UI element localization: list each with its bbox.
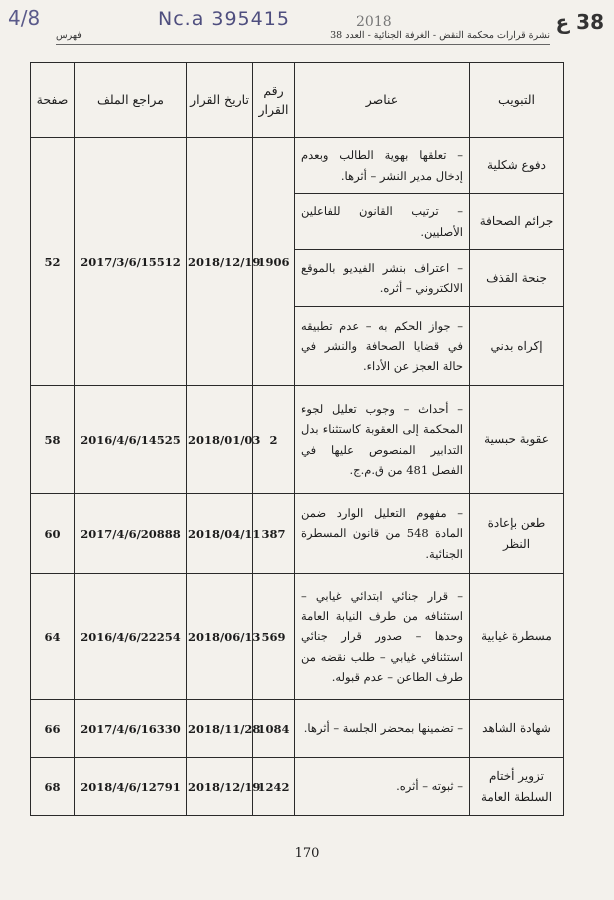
- decision-date-cell: 2018/06/13: [187, 574, 253, 700]
- file-ref-cell: 2017/4/6/20888: [75, 494, 187, 574]
- table-row: [31, 758, 564, 816]
- handwritten-issue-mark: 38 ع: [555, 10, 604, 34]
- decision-date-cell: 2018/11/28: [187, 700, 253, 758]
- decision-date-cell: 2018/01/03: [187, 386, 253, 494]
- journal-title: نشرة قرارات محكمة النقض - الغرفة الجنائية - العدد 38: [330, 30, 550, 41]
- elements-cell: – تعلقها بهوية الطالب وبعدم إدخال مدير النشر – أثرها.: [295, 138, 470, 194]
- decision-number-cell: 1906: [253, 138, 295, 386]
- decision-number-cell: 1242: [253, 758, 295, 816]
- handwritten-page-note: 4/8: [8, 6, 41, 30]
- elements-cell: – تضمينها بمحضر الجلسة – أثرها.: [295, 700, 470, 758]
- elements-cell: – جواز الحكم به – عدم تطبيقه في قضايا الصحافة والنشر في حالة العجز عن الأداء.: [295, 307, 470, 386]
- category-cell: مسطرة غيابية: [470, 574, 564, 700]
- page-cell: 58: [31, 386, 75, 494]
- file-ref-cell: 2017/4/6/16330: [75, 700, 187, 758]
- header-file-ref: مراجع الملف: [75, 63, 187, 138]
- handwritten-reference-number: Nc.a 395415: [158, 8, 290, 30]
- header-rule: [56, 44, 550, 45]
- decision-date-cell: 2018/04/11: [187, 494, 253, 574]
- table-row: [31, 494, 564, 574]
- section-label: فهرس: [56, 30, 82, 41]
- index-table: [30, 62, 564, 816]
- category-cell: جنحة القذف: [470, 250, 564, 307]
- running-header: [56, 30, 550, 41]
- elements-cell: – اعتراف بنشر الفيديو بالموقع الالكتروني – أثره.: [295, 250, 470, 307]
- category-cell: عقوبة حبسية: [470, 386, 564, 494]
- decision-number-cell: 387: [253, 494, 295, 574]
- category-cell: جرائم الصحافة: [470, 194, 564, 250]
- decision-number-cell: 2: [253, 386, 295, 494]
- category-cell: دفوع شكلية: [470, 138, 564, 194]
- category-cell: طعن بإعادة النظر: [470, 494, 564, 574]
- decision-number-cell: 569: [253, 574, 295, 700]
- category-cell: تزوير أختام السلطة العامة: [470, 758, 564, 816]
- printed-year: 2018: [356, 14, 392, 30]
- file-ref-cell: 2016/4/6/14525: [75, 386, 187, 494]
- header-category: التبويب: [470, 63, 564, 138]
- page-cell: 60: [31, 494, 75, 574]
- page-cell: 68: [31, 758, 75, 816]
- elements-cell: – أحداث – وجوب تعليل لجوء المحكمة إلى العقوبة كاستثناء بدل التدابير المنصوص عليها في الفصل 481 من ق.م.ج.: [295, 386, 470, 494]
- table-row: [31, 386, 564, 494]
- page-cell: 66: [31, 700, 75, 758]
- file-ref-cell: 2018/4/6/12791: [75, 758, 187, 816]
- page-cell: 64: [31, 574, 75, 700]
- file-ref-cell: 2016/4/6/22254: [75, 574, 187, 700]
- header-page: صفحة: [31, 63, 75, 138]
- category-cell: إكراه بدني: [470, 307, 564, 386]
- table-row: [31, 574, 564, 700]
- table-header-row: [31, 63, 564, 138]
- table-row: [31, 138, 564, 194]
- elements-cell: – مفهوم التعليل الوارد ضمن المادة 548 من قانون المسطرة الجنائية.: [295, 494, 470, 574]
- page-number: 170: [294, 846, 320, 861]
- elements-cell: – قرار جنائي ابتدائي غيابي – استئنافه من طرف النيابة العامة وحدها – صدور قرار جنائي استئنافي غيابي – طلب نقضه من طرف الطاعن – عدم قبوله.: [295, 574, 470, 700]
- header-decision-date: تاريخ القرار: [187, 63, 253, 138]
- header-elements: عناصر: [295, 63, 470, 138]
- category-cell: شهادة الشاهد: [470, 700, 564, 758]
- header-decision-no: رقم القرار: [253, 63, 295, 138]
- elements-cell: – ترتيب القانون للفاعلين الأصليين.: [295, 194, 470, 250]
- decision-number-cell: 1084: [253, 700, 295, 758]
- file-ref-cell: 2017/3/6/15512: [75, 138, 187, 386]
- decision-date-cell: 2018/12/19: [187, 138, 253, 386]
- elements-cell: – ثبوته – أثره.: [295, 758, 470, 816]
- table-row: [31, 700, 564, 758]
- page-cell: 52: [31, 138, 75, 386]
- decision-date-cell: 2018/12/19: [187, 758, 253, 816]
